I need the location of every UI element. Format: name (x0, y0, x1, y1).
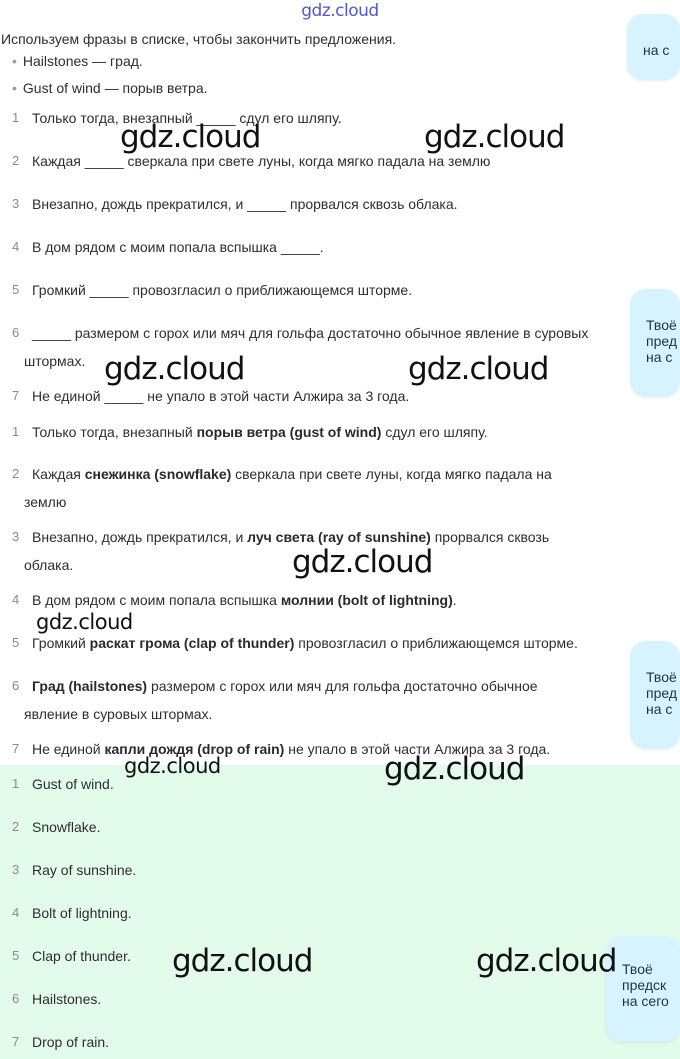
sentence-text: Не единой _____ не упало в этой части Алжира за 3 года. (32, 388, 410, 404)
item-number: 3 (12, 529, 20, 544)
sentence-text: Только тогда, внезапный _____ сдул его шляпу. (32, 110, 342, 126)
sentence-text: В дом рядом с моим попала вспышка _____. (32, 239, 324, 255)
ai-helper-bubble[interactable] (606, 936, 680, 1042)
sentence-text: штормах. (24, 353, 86, 369)
sentence-text: Громкий раскат грома (clap of thunder) провозгласил о приближающемся шторме. (32, 635, 578, 651)
item-number: 1 (12, 424, 20, 439)
sentence-text: Не единой капли дождя (drop of rain) не упало в этой части Алжира за 3 года. (32, 741, 551, 757)
answer-text: Clap of thunder. (32, 948, 131, 964)
sentence-text: Каждая снежинка (snowflake) сверкала при свете луны, когда мягко падала на (32, 466, 552, 482)
item-number: 7 (12, 388, 20, 403)
item-number: 4 (12, 905, 20, 920)
bullet-label: Hailstones — град. (22, 53, 143, 69)
instruction-text: Используем фразы в списке, чтобы закончить предложения. (1, 31, 397, 47)
watermark: gdz.cloud (408, 351, 549, 387)
item-number: 3 (12, 196, 20, 211)
item-number: 4 (12, 592, 20, 607)
watermark: gdz.cloud (36, 610, 133, 634)
sentence-text: Внезапно, дождь прекратился, и _____ прорвался сквозь облака. (32, 196, 458, 212)
watermark: gdz.cloud (476, 943, 617, 979)
item-number: 2 (12, 819, 20, 834)
item-number: 2 (12, 153, 20, 168)
item-number: 4 (12, 239, 20, 254)
answer-text: Ray of sunshine. (32, 862, 137, 878)
bullet-dot-icon: • (12, 80, 17, 96)
bubble-text: на сего (622, 993, 669, 1009)
item-number: 6 (12, 325, 20, 340)
answer-text: Drop of rain. (32, 1034, 110, 1050)
item-number: 7 (12, 1034, 20, 1049)
item-number: 5 (12, 948, 20, 963)
item-number: 6 (12, 991, 20, 1006)
answer-phrase: порыв ветра (gust of wind) (196, 424, 382, 440)
sentence-text: _____ размером с горох или мяч для гольфа достаточно обычное явление в суровых (32, 325, 589, 341)
answer-phrase: молнии (bolt of lightning) (280, 592, 453, 608)
sentence-text: Внезапно, дождь прекратился, и луч света (ray of sunshine) прорвался сквозь (32, 529, 550, 545)
sentence-text: Каждая _____ сверкала при свете луны, когда мягко падала на землю (32, 153, 491, 169)
bubble-text: пред (646, 333, 678, 349)
bullet-item (12, 80, 208, 96)
answer-phrase: луч света (ray of sunshine) (247, 529, 431, 545)
answer-phrase: Град (hailstones) (32, 678, 148, 694)
answer-phrase: раскат грома (clap of thunder) (89, 635, 295, 651)
bubble-text: на с (646, 349, 673, 365)
answer-phrase: снежинка (snowflake) (84, 466, 232, 482)
item-number: 1 (12, 110, 20, 125)
sentence-text: Громкий _____ провозгласил о приближающемся шторме. (32, 282, 413, 298)
bullet-item (12, 53, 143, 69)
item-number: 5 (12, 282, 20, 297)
bubble-text: пред (646, 685, 678, 701)
bullet-dot-icon: • (12, 53, 17, 69)
answer-text: Bolt of lightning. (32, 905, 132, 921)
bubble-text: предск (622, 977, 667, 993)
bubble-text: на с (646, 701, 673, 717)
sentence-text: В дом рядом с моим попала вспышка молнии (bolt of lightning). (32, 592, 457, 608)
sentence-text: Град (hailstones) размером с горох или мяч для гольфа достаточно обычное (32, 678, 538, 694)
watermark: gdz.cloud (292, 544, 433, 580)
bullet-label: Gust of wind — порыв ветра. (22, 80, 208, 96)
site-logo[interactable]: gdz.cloud (301, 1, 379, 21)
sentence-text: облака. (24, 557, 74, 573)
answer-text: Hailstones. (32, 991, 102, 1007)
item-number: 1 (12, 776, 20, 791)
watermark: gdz.cloud (424, 119, 565, 155)
item-number: 2 (12, 466, 20, 481)
sentence-text: Только тогда, внезапный порыв ветра (gust of wind) сдул его шляпу. (32, 424, 488, 440)
ai-helper-bubble[interactable] (630, 289, 680, 397)
item-number: 7 (12, 741, 20, 756)
item-number: 6 (12, 678, 20, 693)
watermark: gdz.cloud (384, 751, 525, 787)
ai-helper-bubble[interactable] (627, 14, 680, 80)
bubble-text: Твоё (646, 669, 677, 685)
bubble-text: на с (643, 42, 670, 58)
answer-text: Gust of wind. (32, 776, 114, 792)
item-number: 3 (12, 862, 20, 877)
sentence-text: явление в суровых штормах. (24, 706, 213, 722)
sentence-text: землю (24, 494, 67, 510)
watermark: gdz.cloud (124, 754, 221, 778)
bubble-text: Твоё (646, 317, 677, 333)
watermark: gdz.cloud (104, 351, 245, 387)
answer-text: Snowflake. (32, 819, 101, 835)
watermark: gdz.cloud (172, 943, 313, 979)
bubble-text: Твоё (622, 961, 653, 977)
answer-phrase: капли дождя (drop of rain) (104, 741, 285, 757)
ai-helper-bubble[interactable] (630, 641, 680, 749)
item-number: 5 (12, 635, 20, 650)
watermark: gdz.cloud (120, 119, 261, 155)
